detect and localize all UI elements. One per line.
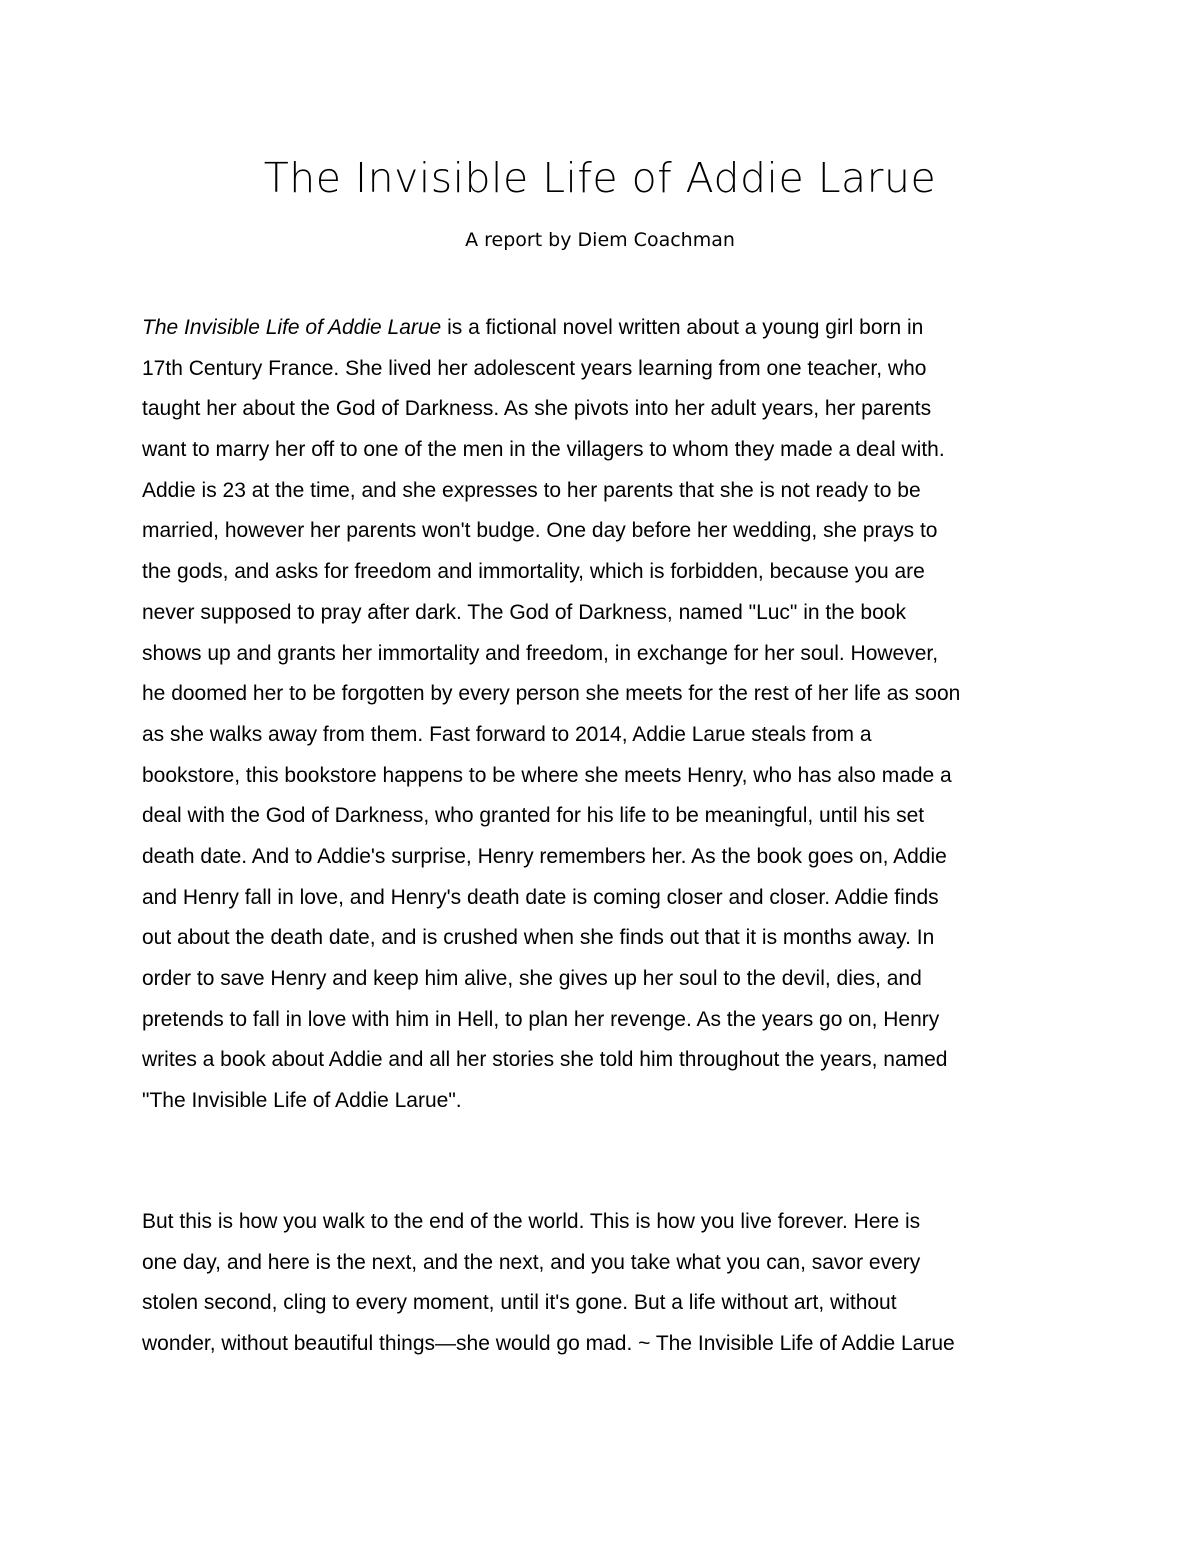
summary-line: he doomed her to be forgotten by every person she meets for the rest of her life as soon bbox=[142, 682, 961, 706]
summary-line: and Henry fall in love, and Henry's death date is coming closer and closer. Addie finds bbox=[142, 885, 939, 909]
summary-line: death date. And to Addie's surprise, Henry remembers her. As the book goes on, Addie bbox=[142, 844, 947, 868]
summary-line bbox=[142, 308, 1072, 349]
quote-line: one day, and here is the next, and the next, and you take what you can, savor every bbox=[142, 1250, 921, 1274]
summary-line: bookstore, this bookstore happens to be where she meets Henry, who has also made a bbox=[142, 763, 952, 787]
quote-line: stolen second, cling to every moment, until it's gone. But a life without art, without bbox=[142, 1291, 897, 1315]
summary-line: want to marry her off to one of the men in the villagers to whom they made a deal with. bbox=[142, 438, 945, 462]
summary-line: married, however her parents won't budge. One day before her wedding, she prays to bbox=[142, 519, 938, 543]
quote-line: But this is how you walk to the end of the world. This is how you live forever. Here is bbox=[142, 1210, 921, 1233]
summary-line: deal with the God of Darkness, who granted for his life to be meaningful, until his set bbox=[142, 804, 925, 828]
document-subtitle: A report by Diem Coachman bbox=[465, 229, 735, 251]
document-title: The Invisible Life of Addie Larue bbox=[263, 154, 937, 202]
summary-paragraph bbox=[142, 308, 1072, 1122]
summary-line: out about the death date, and is crushed when she finds out that it is months away. In bbox=[142, 926, 935, 950]
quote-line: wonder, without beautiful things—she would go mad. ~ The Invisible Life of Addie Larue bbox=[142, 1332, 955, 1356]
summary-line: shows up and grants her immortality and freedom, in exchange for her soul. However, bbox=[142, 641, 939, 665]
summary-line: pretends to fall in love with him in Hell, to plan her revenge. As the years go on, Henry bbox=[142, 1007, 940, 1031]
summary-line: the gods, and asks for freedom and immortality, which is forbidden, because you are bbox=[142, 560, 925, 584]
summary-line: taught her about the God of Darkness. As she pivots into her adult years, her parents bbox=[142, 397, 932, 421]
summary-line: "The Invisible Life of Addie Larue". bbox=[142, 1089, 462, 1113]
book-title-italic: The Invisible Life of Addie Larue bbox=[142, 316, 442, 339]
summary-line: order to save Henry and keep him alive, she gives up her soul to the devil, dies, and bbox=[142, 967, 922, 990]
summary-first-line-rest: is a fictional novel written about a young girl born in bbox=[441, 316, 924, 339]
summary-line: never supposed to pray after dark. The God of Darkness, named "Luc" in the book bbox=[142, 600, 906, 624]
summary-line: writes a book about Addie and all her stories she told him throughout the years, named bbox=[142, 1048, 948, 1072]
summary-line: Addie is 23 at the time, and she expresses to her parents that she is not ready to be bbox=[142, 478, 921, 502]
summary-line: 17th Century France. She lived her adolescent years learning from one teacher, who bbox=[142, 356, 927, 380]
quote-paragraph bbox=[142, 1202, 1072, 1365]
summary-line: as she walks away from them. Fast forward to 2014, Addie Larue steals from a bbox=[142, 722, 872, 746]
